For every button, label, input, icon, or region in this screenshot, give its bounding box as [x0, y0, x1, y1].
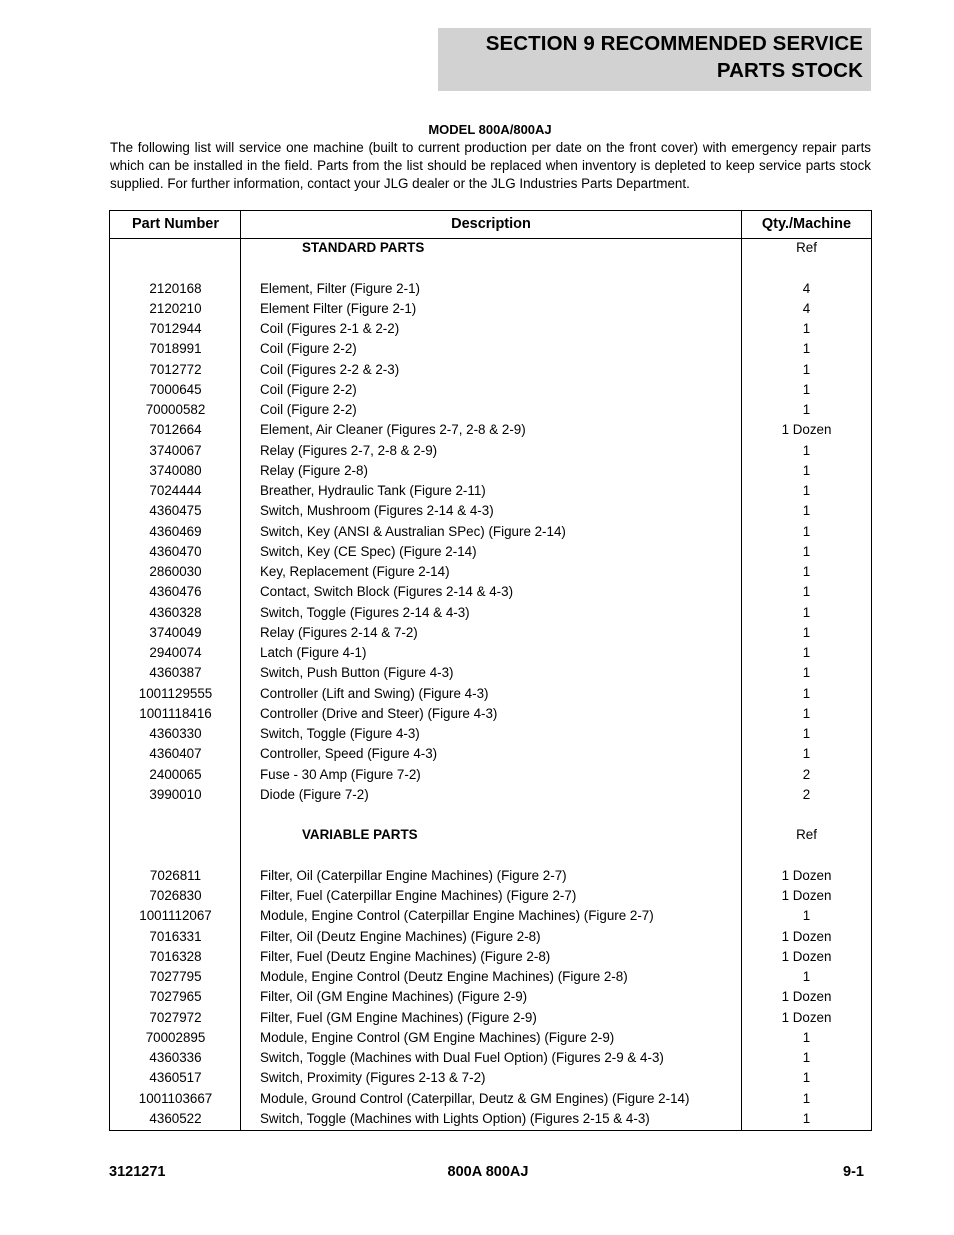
qty-cell: 1: [802, 402, 811, 417]
qty-cell: 1: [802, 705, 811, 721]
qty-cell: 1 Dozen: [781, 1009, 832, 1025]
qty-cell: 1: [802, 1070, 811, 1086]
table-row: [110, 380, 871, 400]
part-number-cell: 7027972: [149, 1009, 202, 1025]
table-row: [110, 299, 871, 319]
description-cell: Filter, Oil (GM Engine Machines) (Figure 2-9): [260, 989, 528, 1005]
qty-cell: 1: [802, 1090, 811, 1106]
description-cell: Module, Ground Control (Caterpillar, Deutz & GM Engines) (Figure 2-14): [260, 1090, 690, 1106]
table-row: [110, 684, 871, 704]
part-number-cell: 4360470: [149, 543, 202, 559]
qty-cell: 1: [802, 584, 811, 600]
table-row: [110, 339, 871, 359]
table-row: [110, 279, 871, 299]
part-number-cell: 7012772: [149, 361, 202, 377]
part-number-cell: 7012664: [149, 422, 202, 438]
qty-cell: 4: [802, 300, 811, 316]
description-cell: Relay (Figures 2-14 & 7-2): [260, 624, 418, 640]
part-number-cell: 70002895: [145, 1029, 206, 1045]
model-title: MODEL 800A/800AJ: [428, 122, 552, 137]
qty-cell: 1: [802, 543, 811, 559]
qty-cell: 1: [802, 321, 811, 336]
qty-cell: 1 Dozen: [781, 867, 832, 883]
part-number-cell: 3740080: [149, 462, 202, 478]
header-qty: Qty./Machine: [761, 216, 852, 232]
description-cell: Switch, Toggle (Figure 4-3): [260, 726, 420, 741]
description-cell: Switch, Toggle (Figures 2-14 & 4-3): [260, 604, 470, 620]
description-cell: Relay (Figures 2-7, 2-8 & 2-9): [260, 442, 438, 458]
qty-cell: 1: [802, 604, 811, 620]
table-row: [110, 704, 871, 724]
part-number-cell: 2120210: [149, 300, 202, 316]
table-row: [110, 522, 871, 542]
part-number-cell: 7027965: [149, 989, 202, 1005]
qty-cell: 1 Dozen: [781, 888, 832, 903]
description-cell: Module, Engine Control (Caterpillar Engine Machines) (Figure 2-7): [260, 908, 654, 924]
blank-row: [110, 258, 871, 278]
description-cell: Switch, Mushroom (Figures 2-14 & 4-3): [260, 503, 494, 519]
description-cell: Element Filter (Figure 2-1): [260, 300, 417, 316]
description-cell: Coil (Figure 2-2): [260, 381, 357, 397]
qty-cell: 1: [802, 969, 811, 984]
qty-cell: 1: [802, 341, 811, 357]
part-number-cell: 3740049: [149, 624, 202, 640]
description-cell: Element, Filter (Figure 2-1): [260, 280, 420, 296]
table-row: [110, 785, 871, 805]
description-cell: Coil (Figures 2-1 & 2-2): [260, 321, 400, 336]
description-cell: Fuse - 30 Amp (Figure 7-2): [260, 766, 421, 782]
qty-cell: 1: [802, 361, 811, 377]
description-cell: Switch, Proximity (Figures 2-13 & 7-2): [260, 1070, 486, 1086]
table-row: [110, 967, 871, 987]
qty-cell: 1: [802, 665, 811, 681]
part-number-cell: 4360328: [149, 604, 202, 620]
table-row: [110, 461, 871, 481]
qty-cell: 2: [802, 786, 811, 802]
part-number-cell: 1001103667: [138, 1090, 213, 1106]
qty-cell: 1: [802, 503, 811, 519]
qty-cell: 1: [802, 746, 811, 762]
qty-cell: 1: [802, 624, 811, 640]
table-row: [110, 623, 871, 643]
table-row: [110, 603, 871, 623]
description-cell: Switch, Key (CE Spec) (Figure 2-14): [260, 543, 477, 559]
description-cell: Filter, Oil (Caterpillar Engine Machines) (Figure 2-7): [260, 867, 567, 883]
description-cell: Coil (Figure 2-2): [260, 402, 357, 417]
description-cell: Filter, Oil (Deutz Engine Machines) (Figure 2-8): [260, 928, 541, 944]
part-number-cell: 7000645: [149, 381, 202, 397]
part-number-cell: 2860030: [149, 564, 202, 579]
description-cell: Module, Engine Control (GM Engine Machines) (Figure 2-9): [260, 1029, 615, 1045]
table-row: [110, 400, 871, 420]
table-row: [110, 744, 871, 764]
part-number-cell: 4360476: [149, 584, 202, 600]
description-cell: Switch, Toggle (Machines with Lights Option) (Figures 2-15 & 4-3): [260, 1110, 650, 1126]
part-number-cell: 7026811: [149, 867, 202, 883]
table-row: [110, 360, 871, 380]
qty-cell: 1: [802, 483, 811, 498]
description-cell: Filter, Fuel (Caterpillar Engine Machines) (Figure 2-7): [260, 888, 577, 903]
part-number-cell: 7018991: [149, 341, 202, 357]
qty-cell: 1: [802, 645, 811, 660]
table-row: [110, 1028, 871, 1048]
description-cell: Element, Air Cleaner (Figures 2-7, 2-8 & 2-9): [260, 422, 526, 438]
section-heading: STANDARD PARTS: [302, 240, 425, 255]
description-cell: Switch, Push Button (Figure 4-3): [260, 665, 454, 681]
blank-row: [110, 805, 871, 825]
footer-doc-number: 3121271: [109, 1164, 166, 1180]
table-row: [110, 441, 871, 461]
part-number-cell: 3990010: [149, 786, 202, 802]
part-number-cell: 1001112067: [139, 908, 212, 924]
header-description: Description: [451, 216, 531, 232]
qty-cell: 4: [802, 280, 811, 296]
table-row: [110, 1109, 871, 1129]
part-number-cell: 4360407: [149, 746, 202, 762]
description-cell: Controller (Lift and Swing) (Figure 4-3): [260, 685, 489, 701]
description-cell: Key, Replacement (Figure 2-14): [260, 564, 450, 579]
qty-cell: 1: [802, 908, 811, 924]
table-row: [110, 724, 871, 744]
qty-cell: 2: [802, 766, 811, 782]
qty-cell: Ref: [796, 240, 817, 255]
description-cell: Diode (Figure 7-2): [260, 786, 369, 802]
table-row: [110, 1089, 871, 1109]
section-row: [110, 825, 871, 845]
part-number-cell: 7026830: [149, 888, 202, 903]
description-cell: Coil (Figures 2-2 & 2-3): [260, 361, 400, 377]
section-title-banner: [438, 28, 871, 91]
qty-cell: 1: [802, 442, 811, 458]
description-cell: Module, Engine Control (Deutz Engine Machines) (Figure 2-8): [260, 969, 628, 984]
table-row: [110, 420, 871, 440]
part-number-cell: 2400065: [149, 766, 202, 782]
table-row: [110, 947, 871, 967]
description-cell: Switch, Key (ANSI & Australian SPec) (Figure 2-14): [260, 523, 566, 539]
table-row: [110, 542, 871, 562]
part-number-cell: 4360517: [149, 1070, 202, 1086]
qty-cell: 1: [802, 381, 811, 397]
part-number-cell: 2120168: [149, 280, 202, 296]
table-row: [110, 1048, 871, 1068]
blank-row: [110, 846, 871, 866]
part-number-cell: 3740067: [149, 442, 202, 458]
part-number-cell: 4360522: [149, 1110, 202, 1126]
header-part-number: Part Number: [131, 216, 220, 232]
description-cell: Filter, Fuel (Deutz Engine Machines) (Figure 2-8): [260, 948, 551, 964]
part-number-cell: 4360469: [149, 523, 202, 539]
qty-cell: Ref: [796, 827, 817, 843]
table-row: [110, 582, 871, 602]
section-title-line1: SECTION 9 RECOMMENDED SERVICE: [485, 32, 863, 55]
qty-cell: 1 Dozen: [781, 989, 832, 1005]
part-number-cell: 4360336: [149, 1050, 202, 1065]
table-row: [110, 927, 871, 947]
qty-cell: 1: [802, 1050, 811, 1065]
part-number-cell: 2940074: [149, 645, 202, 660]
qty-cell: 1: [802, 564, 811, 579]
qty-cell: 1: [802, 1029, 811, 1045]
footer-page-number: 9-1: [843, 1164, 864, 1180]
table-row: [110, 562, 871, 582]
description-cell: Filter, Fuel (GM Engine Machines) (Figure 2-9): [260, 1009, 537, 1025]
description-cell: Switch, Toggle (Machines with Dual Fuel Option) (Figures 2-9 & 4-3): [260, 1050, 664, 1065]
table-row: [110, 886, 871, 906]
qty-cell: 1 Dozen: [781, 928, 832, 944]
part-number-cell: 4360475: [149, 503, 202, 519]
table-row: [110, 765, 871, 785]
table-row: [110, 906, 871, 926]
qty-cell: 1: [802, 462, 811, 478]
description-cell: Coil (Figure 2-2): [260, 341, 357, 357]
part-number-cell: 7016331: [149, 928, 202, 944]
part-number-cell: 4360387: [149, 665, 202, 681]
qty-cell: 1: [802, 1110, 811, 1126]
qty-cell: 1: [802, 523, 811, 539]
part-number-cell: 4360330: [149, 726, 202, 741]
table-row: [110, 663, 871, 683]
table-row: [110, 1068, 871, 1088]
part-number-cell: 7016328: [149, 948, 202, 964]
table-row: [110, 319, 871, 339]
table-row: [110, 987, 871, 1007]
part-number-cell: 1001129555: [138, 685, 213, 701]
qty-cell: 1 Dozen: [781, 948, 832, 964]
description-cell: Breather, Hydraulic Tank (Figure 2-11): [260, 483, 486, 498]
qty-cell: 1 Dozen: [781, 422, 832, 438]
table-row: [110, 1008, 871, 1028]
section-row: [110, 238, 871, 258]
table-row: [110, 866, 871, 886]
qty-cell: 1: [802, 685, 811, 701]
table-row: [110, 481, 871, 501]
part-number-cell: 70000582: [145, 402, 206, 417]
description-cell: Contact, Switch Block (Figures 2-14 & 4-3): [260, 584, 514, 600]
description-cell: Relay (Figure 2-8): [260, 462, 368, 478]
part-number-cell: 1001118416: [139, 705, 212, 721]
table-row: [110, 501, 871, 521]
intro-paragraph: The following list will service one machine (built to current production per date on the front cover) with emergency repair parts which can be installed in the field. Parts from the list should be replaced when inventory is depleted to keep service parts stock supplied. For further information, contact your JLG dealer or the JLG Industries Parts Department.: [110, 140, 871, 191]
part-number-cell: 7027795: [149, 969, 202, 984]
parts-table: [109, 210, 872, 1131]
section-heading: VARIABLE PARTS: [302, 827, 418, 843]
table-row: [110, 643, 871, 663]
part-number-cell: 7024444: [149, 483, 202, 498]
description-cell: Latch (Figure 4-1): [260, 645, 367, 660]
description-cell: Controller (Drive and Steer) (Figure 4-3): [260, 705, 498, 721]
footer-model: 800A 800AJ: [447, 1164, 529, 1180]
part-number-cell: 7012944: [149, 321, 202, 336]
description-cell: Controller, Speed (Figure 4-3): [260, 746, 438, 762]
qty-cell: 1: [802, 726, 811, 741]
section-title-line2: PARTS STOCK: [716, 59, 863, 82]
